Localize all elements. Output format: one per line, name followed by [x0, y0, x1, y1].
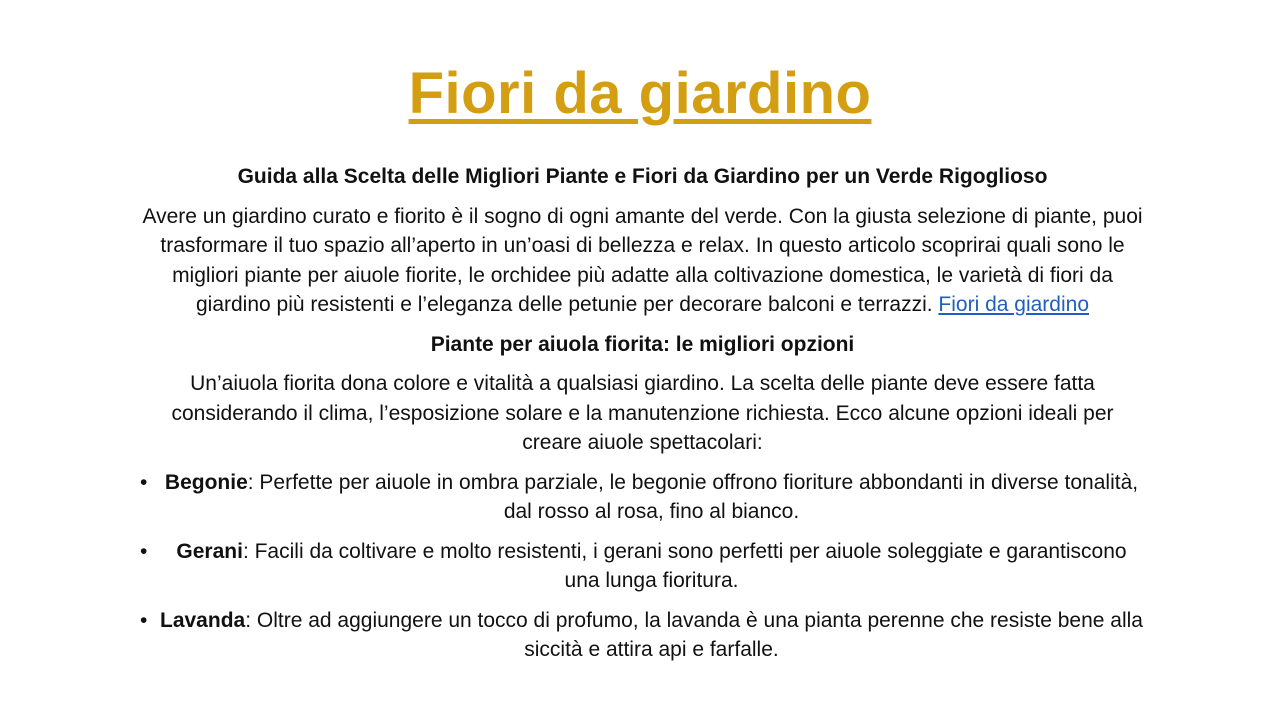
slide-title-text: Fiori da giardino	[408, 61, 872, 126]
list-item	[140, 468, 1145, 527]
slide-title	[0, 58, 1280, 130]
bullet-icon: •	[140, 539, 148, 563]
bullet-icon: •	[140, 470, 148, 494]
bullet-text: : Oltre ad aggiungere un tocco di profumo, la lavanda è una pianta perenne che resiste bene alla siccità e attira api e farfalle.	[245, 608, 1143, 661]
intro-paragraph	[140, 202, 1145, 320]
bullet-list	[140, 468, 1145, 665]
intro-text: Avere un giardino curato e fiorito è il sogno di ogni amante del verde. Con la giusta selezione di piante, puoi trasformare il tuo spazio all’aperto in un’oasi di bellezza e relax. In questo articolo scoprirai quali sono le migliori piante per aiuole fiorite, le orchidee più adatte alla coltivazione domestica, le varietà di fiori da giardino più resistenti e l’eleganza delle petunie per decorare balconi e terrazzi.	[142, 204, 1143, 316]
bullet-term: Begonie	[164, 470, 248, 494]
section-paragraph: Un’aiuola fiorita dona colore e vitalità a qualsiasi giardino. La scelta delle piante deve essere fatta considerando il clima, l’esposizione solare e la manutenzione richiesta. Ecco alcune opzioni ideali per creare aiuole spettacolari:	[171, 372, 1114, 454]
bullet-text: : Facili da coltivare e molto resistenti, i gerani sono perfetti per aiuole soleggiate e garantiscono una lunga fioritura.	[242, 539, 1127, 592]
section-heading: Piante per aiuola fiorita: le migliori opzioni	[430, 332, 855, 356]
bullet-text: : Perfette per aiuole in ombra parziale, le begonie offrono fioriture abbondanti in diverse tonalità, dal rosso al rosa, fino al bianco.	[247, 470, 1139, 523]
list-item	[140, 606, 1145, 665]
list-item	[140, 537, 1145, 596]
slide-body	[140, 162, 1145, 675]
intro-heading: Guida alla Scelta delle Migliori Piante e Fiori da Giardino per un Verde Rigoglioso	[237, 165, 1048, 188]
bullet-term: Gerani	[176, 539, 243, 563]
bullet-term: Lavanda	[160, 608, 246, 632]
bullet-icon: •	[140, 608, 148, 632]
fiori-link[interactable]: Fiori da giardino	[938, 293, 1090, 316]
